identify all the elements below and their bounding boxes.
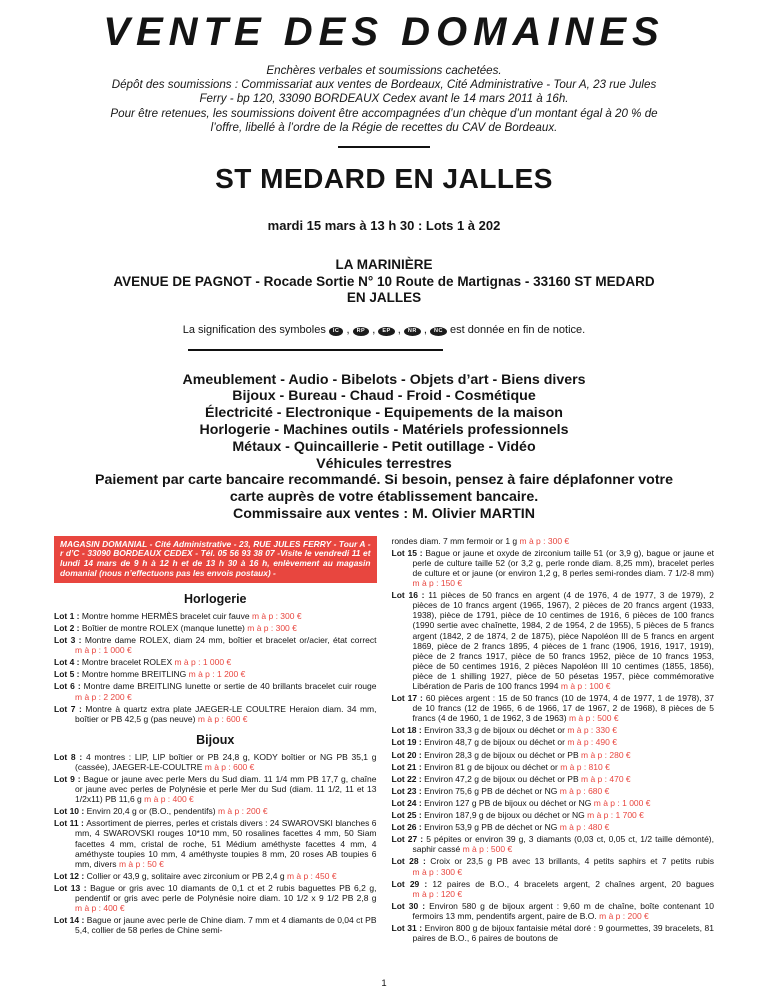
lot-price: m à p : 300 € [247, 622, 297, 633]
lot-entry [54, 774, 377, 804]
lot-number: Lot 8 : [54, 751, 83, 762]
lot-number: Lot 21 : [391, 761, 422, 772]
lot-number: Lot 19 : [391, 737, 422, 748]
lot-entry [54, 704, 377, 724]
lot-description: Collier or 43,9 g, solitaire avec zirconium or PB 2,4 g [86, 870, 285, 881]
lot-entry [392, 786, 715, 796]
sale-schedule: mardi 15 mars à 13 h 30 : Lots 1 à 202 [267, 218, 501, 234]
lot-entry [54, 818, 377, 868]
lot-description: Environ 75,6 g PB de déchet or NG [424, 785, 558, 796]
lot-entry [54, 806, 377, 816]
badge-separator: , [369, 323, 379, 336]
right-column-lots [392, 548, 715, 943]
lot-entry [54, 657, 377, 667]
lot-price: m à p : 2 200 € [75, 691, 132, 702]
lot-entry [392, 810, 715, 820]
lot-entry [392, 856, 715, 876]
lot-entry [54, 871, 377, 881]
lot-entry [392, 693, 715, 723]
lot-entry [392, 737, 715, 747]
lot-price: m à p : 490 € [567, 737, 617, 748]
lot-description: Environ 580 g de bijoux argent : 9,60 m de chaîne, boîte contenant 10 fermoirs 13 mm, pendentifs argent, paire de B.O. [412, 900, 714, 921]
lot-price: m à p : 400 € [75, 903, 125, 914]
lot-description: Environ 81 g de bijoux ou déchet or [424, 761, 558, 772]
symbols-note-prefix: La signification des symboles [182, 323, 326, 336]
text-line: Paiement par carte bancaire recommandé. Si besoin, pensez à faire déplafonner votre [95, 472, 673, 489]
section-divider [338, 146, 430, 148]
lot-price: m à p : 150 € [412, 578, 463, 589]
categories-list [40, 372, 728, 523]
lot-entry [54, 611, 377, 621]
text-line: Ameublement - Audio - Bibelots - Objets d’art - Biens divers [182, 371, 586, 388]
lot-entry [54, 752, 377, 772]
badge-separator: , [394, 323, 404, 336]
lot-description: Montre à quartz extra plate JAEGER-LE COULTRE Heraion diam. 34 mm, boîtier or PB 42,5 g (pas neuve) [75, 703, 377, 724]
lot-number: Lot 2 : [54, 622, 80, 633]
lot-description: Bague or jaune avec perle de Chine diam. 7 mm et 4 diamants de 0,04 ct PB 5,4, collier de 58 perles de Chine semi- [75, 915, 377, 936]
lot-description: 4 montres : LIP, LIP boîtier or PB 24,8 g, KODY boîtier or NG PB 35,1 g (cassée), JAEGER-LE-COULTRE [75, 751, 377, 772]
lot-price: m à p : 1 000 € [75, 645, 132, 656]
lot-entry [392, 762, 715, 772]
lot-description: Bague or jaune avec perle Mers du Sud diam. 11 1/4 mm PB 17,7 g, chaîne or jaune avec perles de Polynésie et perle Mer du Sud (diam. 11 1/2, 11 et 13 1/2x11) PB 11,6 g [75, 774, 377, 805]
lot-description: Envirn 20,4 g or (B.O., pendentifs) [86, 806, 216, 817]
lot-price: m à p : 120 € [412, 888, 463, 899]
lot-description: Environ 28,3 g de bijoux ou déchet or PB [424, 749, 579, 760]
text-line: carte auprès de votre établissement bancaire. [229, 489, 539, 506]
text-line: Métaux - Quincaillerie - Petit outillage - Vidéo [232, 438, 536, 455]
badge-separator: , [343, 323, 353, 336]
lot-number: Lot 5 : [54, 669, 80, 680]
lot-number: Lot 9 : [54, 774, 81, 784]
lot-price: m à p : 280 € [581, 749, 631, 760]
lot-number: Lot 4 : [54, 657, 80, 668]
lot-number: Lot 3 : [54, 635, 82, 646]
lot-entry [392, 774, 715, 784]
lot-price: m à p : 1 000 € [174, 657, 232, 668]
lot-entry [392, 923, 715, 943]
lot-description: Environ 800 g de bijoux fantaisie métal doré : 9 gourmettes, 39 bracelets, 81 paires de B.O., 6 paires de boutons de [412, 922, 714, 944]
lot-price: m à p : 810 € [560, 761, 610, 772]
magasin-domanial-notice-box: MAGASIN DOMANIAL - Cité Administrative - 23, RUE JULES FERRY - Tour A -r d’C - 33090 BORDEAUX CEDEX - Tél. 05 56 93 38 07 -Visite le vendredi 11 et lundi 14 mars de 9 h à 12 h et de 13 h 30 à 16 h, enlèvement au magasin domanial (nous n’effectuons pas les envois postaux) - [54, 536, 377, 583]
lot-description: Environ 33,3 g de bijoux ou déchet or [424, 725, 565, 736]
lot-price: m à p : 400 € [144, 794, 194, 805]
rp-symbol-icon: RP [353, 327, 370, 336]
bijoux-lots [54, 752, 377, 936]
lot-number: Lot 27 : [391, 834, 424, 845]
lot-description: Environ 47,2 g de bijoux ou déchet or PB [424, 773, 579, 784]
lot-price: m à p : 480 € [559, 822, 610, 833]
lot-number: Lot 1 : [54, 610, 80, 621]
lot-number: Lot 15 : [391, 547, 423, 558]
venue-name: LA MARINIÈRE [335, 257, 433, 273]
lot-price: m à p : 470 € [581, 773, 631, 784]
lot-number: Lot 24 : [391, 797, 422, 808]
lot-number: Lot 11 : [54, 818, 84, 829]
text-line: Horlogerie - Machines outils - Matériels professionnels [199, 421, 569, 438]
text-line: Pour être retenues, les soumissions doivent être accompagnées d’un chèque d’un montant égal à 20 % de [110, 106, 658, 120]
lot-entry [392, 798, 715, 808]
lot-entry [392, 901, 715, 921]
lot-number: Lot 14 : [54, 915, 85, 926]
lot-description: Montre homme HERMÈS bracelet cuir fauve [81, 610, 250, 621]
lot-number: Lot 6 : [54, 681, 81, 692]
lot-number: Lot 20 : [391, 749, 422, 760]
lot-description: Montre dame ROLEX, diam 24 mm, boîtier et bracelet or/acier, état correct [84, 635, 377, 646]
text-line: Commissaire aux ventes : M. Olivier MARTIN [233, 505, 535, 522]
lot-price: m à p : 1 000 € [593, 797, 651, 808]
lot-price: m à p : 330 € [567, 725, 617, 736]
lot-description: Bague or gris avec 10 diamants de 0,1 ct et 2 rubis baguettes PB 6,2 g, pendentif or gris avec perle de Polynésie noire diam. 10 1/2 x 9 1/2 PB 2,8 g [75, 882, 377, 904]
lot-number: Lot 31 : [391, 922, 423, 933]
lot-entry [392, 750, 715, 760]
lot-entry [54, 883, 377, 913]
sale-city-heading: ST MEDARD EN JALLES [215, 163, 553, 195]
text-line: Dépôt des soumissions : Commissariat aux ventes de Bordeaux, Cité Administrative - Tour A, 23 rue Jules [111, 78, 657, 92]
lot-number: Lot 13 : [54, 882, 87, 893]
lot-number: Lot 23 : [391, 785, 422, 796]
lot-price: m à p : 500 € [568, 713, 619, 724]
lot-entry [54, 623, 377, 633]
nr-symbol-icon: NR [404, 327, 421, 336]
symbol-badges [329, 324, 447, 336]
lot-price: m à p : 1 700 € [587, 810, 644, 821]
lot-price: m à p : 300 € [251, 610, 302, 621]
text-line: Ferry - bp 120, 33090 BORDEAUX Cedex avant le 14 mars 2011 à 16h. [199, 92, 569, 106]
text-line: l’offre, libellé à l’ordre de la Régie de recettes du CAV de Bordeaux. [210, 120, 558, 134]
page-title: VENTE DES DOMAINES [103, 10, 665, 54]
nc-symbol-icon: NC [430, 327, 447, 336]
lot-number: Lot 28 : [391, 856, 426, 867]
lot-price: m à p : 500 € [462, 844, 513, 855]
text-line: Véhicules terrestres [316, 455, 452, 472]
text-line: Bijoux - Bureau - Chaud - Froid - Cosmétique [232, 388, 536, 405]
lot-description: Assortiment de pierres, perles et cristals divers : 24 SWAROVSKI blanches 6 mm, 4 SWAROVSKI rouges 10*10 mm, 50 rosalines facettes 4 mm, 50 Siam facettes 4 mm, cristal de roche, 51 Médium améthyste facettes 4 mm, 4 améthyste toupies 10 mm, 4 améthyste toupies 8 mm, 20 roses AB toupies 6 mm, divers [75, 818, 377, 869]
lot-number: Lot 22 : [391, 773, 422, 784]
lot-price: m à p : 450 € [286, 870, 337, 881]
section-heading-horlogerie: Horlogerie [183, 591, 247, 606]
section-divider [188, 349, 443, 351]
lot-entry [392, 548, 715, 588]
lot-entry [54, 635, 377, 655]
lot-description: Boîtier de montre ROLEX (manque lunette) [81, 622, 245, 633]
lot-description: Environ 127 g PB de bijoux ou déchet or NG [424, 797, 592, 808]
lot-description: Croix or 23,5 g PB avec 13 brillants, 4 petits saphirs et 7 petits rubis [430, 856, 715, 867]
symbols-note-suffix: est donnée en fin de notice. [450, 323, 586, 336]
lot-price: m à p : 600 € [204, 761, 255, 772]
lot-number: Lot 12 : [54, 870, 85, 881]
symbols-note [40, 324, 728, 336]
venue-block [40, 257, 728, 307]
lot-description: 5 pépites or environ 39 g, 3 diamants (0,03 ct, 0,05 ct, 1/2 taille démonté), saphir cassé [412, 834, 714, 855]
text-line: EN JALLES [346, 290, 422, 306]
ep-symbol-icon: EP [378, 327, 394, 336]
lot-price: m à p : 100 € [560, 681, 611, 691]
lot-14-carryover [392, 536, 715, 546]
lot-number: Lot 18 : [391, 725, 422, 736]
intro-paragraph [40, 64, 728, 135]
lot-description: Bague or jaune et oxyde de zirconium taille 51 (or 3,9 g), bague or jaune et perle de culture taille 52 (or 3,2 g, perle ronde diam. 8,25 mm), bracelet perles de culture et or jaune (or environ 1,2 g, 8 perles semi-rondes diam. 7 1/2-8 mm) [412, 547, 714, 578]
lot-entry [392, 834, 715, 854]
lot-description: 12 paires de B.O., 4 bracelets argent, 2 chaînes argent, 20 bagues [432, 878, 714, 889]
lot-description: 60 pièces argent : 15 de 50 francs (10 de 1974, 4 de 1977, 1 de 1978), 37 de 10 francs (12 de 1965, 6 de 1966, 17 de 1967, 2 de 1968), 8 pièces de 5 francs (4 de 1960, 1 de 1962, 3 de 1963) [412, 693, 714, 724]
lot-number: Lot 10 : [54, 806, 85, 817]
lot-number: Lot 7 : [54, 703, 82, 714]
lot-entry [392, 822, 715, 832]
text-line: Enchères verbales et soumissions cachetées. [266, 64, 502, 77]
lot-description: Montre bracelet ROLEX [81, 657, 173, 668]
lot-description: Montre homme BREITLING [81, 669, 187, 680]
lot-number: Lot 30 : [391, 900, 426, 911]
lot-price: m à p : 1 200 € [188, 669, 246, 680]
lot-number: Lot 17 : [391, 693, 423, 704]
horlogerie-lots [54, 611, 377, 724]
lot-entry [392, 725, 715, 735]
badge-separator: , [420, 323, 431, 336]
lot-description: 11 pièces de 50 francs en argent (4 de 1976, 4 de 1977, 3 de 1979), 2 pièces de 10 francs argent (1965, 1967), 2 pièces de 20 francs argent (1933, 1938), pièce de 1791, pièce de 10 centimes de 1916, 6 pièces de 100 francs (1990 sertie avec chaînette, 1984, 2 de 1954, 2 de 1955), 5 pièces de 5 francs argent (1842, 2 de 1874, 2 de 1875), pièce Napoléon III de 5 francs en argent 1869, pièce de 2 francs 1895, 4 pièces de 1 franc (1906, 1916, 1917, 1919), pièce de 2 francs 1917, pièce de 50 francs 1952, pièce de 10 francs 1953, pièce de 50 centimes 1916, 2 pièces Napoléon III 10 centimes (1855, 1856), pièce de 1 shilling 1927, pièce de 50 pésetas 1957, pièce commémorative Libération de Paris de 100 francs 1994 [412, 590, 714, 691]
lot-description: Environ 48,7 g de bijoux ou déchet or [424, 737, 565, 748]
lot-entry [54, 681, 377, 701]
lot-entry [392, 879, 715, 899]
lot-entry [54, 915, 377, 935]
text-line: AVENUE DE PAGNOT - Rocade Sortie N° 10 Route de Martignas - 33160 ST MEDARD [113, 273, 655, 289]
lot-description: rondes diam. 7 mm fermoir or 1 g [391, 535, 518, 546]
lot-description: Montre dame BREITLING lunette or sertie de 40 brillants bracelet cuir rouge [83, 681, 377, 692]
lot-number: Lot 16 : [391, 590, 425, 601]
lot-entry [392, 590, 715, 691]
lot-price: m à p : 200 € [217, 806, 268, 817]
page-number: 1 [381, 978, 387, 989]
section-heading-bijoux: Bijoux [196, 732, 235, 747]
lot-entry [54, 669, 377, 679]
lot-price: m à p : 200 € [599, 910, 649, 921]
lot-price: m à p : 300 € [412, 866, 463, 877]
lot-number: Lot 25 : [391, 810, 422, 821]
lot-number: Lot 26 : [391, 822, 422, 833]
lot-price: m à p : 600 € [197, 713, 248, 724]
lot-price: m à p : 50 € [118, 858, 164, 869]
lot-description: Environ 53,9 g PB de déchet or NG [424, 822, 558, 833]
venue-address [40, 274, 728, 307]
lot-description: Environ 187,9 g de bijoux ou déchet or NG [424, 810, 585, 821]
text-line: Électricité - Electronique - Equipements de la maison [205, 405, 563, 422]
lot-price: m à p : 300 € [519, 535, 570, 546]
lot-price: m à p : 680 € [559, 785, 610, 796]
left-column [54, 536, 377, 988]
ic-symbol-icon: IC [329, 327, 344, 336]
right-column [392, 536, 715, 988]
lot-number: Lot 29 : [391, 878, 428, 889]
lots-columns [40, 536, 728, 988]
